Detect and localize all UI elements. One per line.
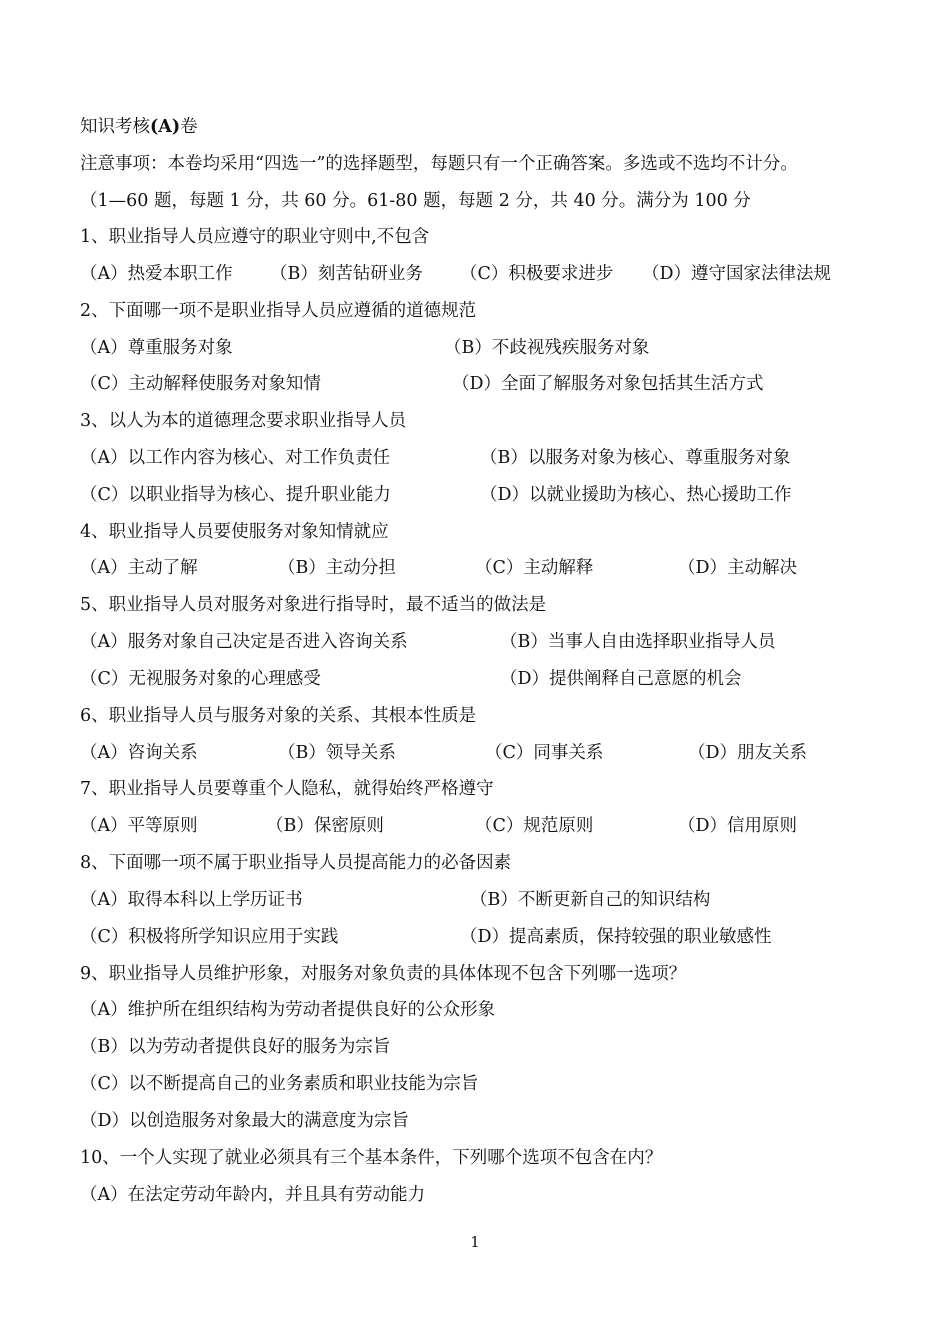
- option-c: （C）积极将所学知识应用于实践: [80, 927, 339, 947]
- option-d: （D）主动解决: [678, 558, 798, 578]
- question-2: 2、下面哪一项不是职业指导人员应遵循的道德规范: [80, 301, 477, 321]
- option-a: （A）取得本科以上学历证书: [80, 890, 303, 910]
- option-c: （C）以不断提高自己的业务素质和职业技能为宗旨: [80, 1074, 479, 1094]
- notice-text: 注意事项：本卷均采用“四选一”的选择题型，每题只有一个正确答案。多选或不选均不计分。: [80, 154, 798, 174]
- option-c: （C）以职业指导为核心、提升职业能力: [80, 485, 391, 505]
- exam-title-paper-code: (A): [150, 117, 181, 137]
- option-b: （B）以服务对象为核心、尊重服务对象: [480, 448, 791, 468]
- option-c: （C）规范原则: [475, 816, 594, 836]
- option-c: （C）积极要求进步: [460, 264, 614, 284]
- option-a: （A）以工作内容为核心、对工作负责任: [80, 448, 391, 468]
- option-d: （D）全面了解服务对象包括其生活方式: [452, 374, 764, 394]
- option-a: （A）尊重服务对象: [80, 338, 233, 358]
- option-d: （D）信用原则: [678, 816, 798, 836]
- option-b: （B）刻苦钻研业务: [270, 264, 423, 284]
- option-b: （B）以为劳动者提供良好的服务为宗旨: [80, 1037, 391, 1057]
- option-b: （B）领导关系: [278, 743, 396, 763]
- option-d: （D）朋友关系: [688, 743, 808, 763]
- exam-title-suffix: 卷: [180, 117, 198, 137]
- question-7: 7、职业指导人员要尊重个人隐私，就得始终严格遵守: [80, 779, 494, 799]
- option-b: （B）主动分担: [278, 558, 396, 578]
- question-4: 4、职业指导人员要使服务对象知情就应: [80, 522, 389, 542]
- page-number: 1: [470, 1233, 480, 1251]
- option-b: （B）保密原则: [266, 816, 384, 836]
- option-d: （D）以就业援助为核心、热心援助工作: [480, 485, 792, 505]
- question-1: 1、职业指导人员应遵守的职业守则中,不包含: [80, 227, 430, 247]
- option-d: （D）提高素质，保持较强的职业敏感性: [460, 927, 772, 947]
- option-c: （C）主动解释使服务对象知情: [80, 374, 321, 394]
- option-c: （C）主动解释: [475, 558, 594, 578]
- scoring-text: （1—60 题，每题 1 分，共 60 分。61-80 题，每题 2 分，共 40 分。满分为 100 分: [80, 191, 751, 211]
- option-c: （C）同事关系: [485, 743, 604, 763]
- question-5: 5、职业指导人员对服务对象进行指导时，最不适当的做法是: [80, 595, 547, 615]
- option-a: （A）咨询关系: [80, 743, 198, 763]
- option-a: （A）服务对象自己决定是否进入咨询关系: [80, 632, 408, 652]
- option-c: （C）无视服务对象的心理感受: [80, 669, 321, 689]
- option-b: （B）不断更新自己的知识结构: [470, 890, 711, 910]
- question-9: 9、职业指导人员维护形象，对服务对象负责的具体体现不包含下列哪一选项？: [80, 964, 687, 984]
- option-d: （D）提供阐释自己意愿的机会: [500, 669, 742, 689]
- option-d: （D）遵守国家法律法规: [642, 264, 832, 284]
- question-8: 8、下面哪一项不属于职业指导人员提高能力的必备因素: [80, 853, 512, 873]
- exam-title: [80, 112, 198, 142]
- option-a: （A）平等原则: [80, 816, 198, 836]
- option-a: （A）维护所在组织结构为劳动者提供良好的公众形象: [80, 1000, 496, 1020]
- question-3: 3、以人为本的道德理念要求职业指导人员: [80, 411, 407, 431]
- option-a: （A）在法定劳动年龄内，并且具有劳动能力: [80, 1185, 426, 1205]
- option-b: （B）当事人自由选择职业指导人员: [500, 632, 776, 652]
- question-6: 6、职业指导人员与服务对象的关系、其根本性质是: [80, 706, 477, 726]
- option-a: （A）主动了解: [80, 558, 198, 578]
- option-a: （A）热爱本职工作: [80, 264, 233, 284]
- exam-title-prefix: 知识考核: [80, 117, 150, 137]
- question-10: 10、一个人实现了就业必须具有三个基本条件，下列哪个选项不包含在内？: [80, 1148, 663, 1168]
- option-d: （D）以创造服务对象最大的满意度为宗旨: [80, 1111, 410, 1131]
- option-b: （B）不歧视残疾服务对象: [444, 338, 650, 358]
